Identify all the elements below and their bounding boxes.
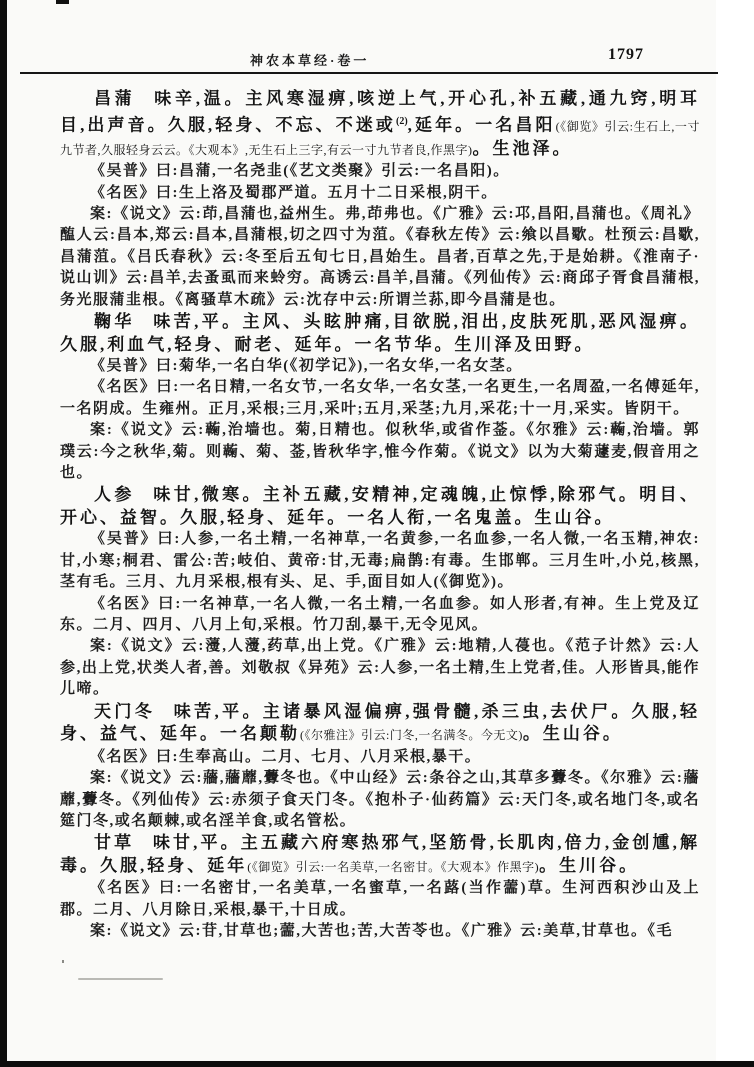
commentary-paragraph: 《名医》曰:一名神草,一名人微,一名土精,一名血参。如人形者,有神。生上党及辽东。二月、四月、八月上旬,采根。竹刀刮,暴干,无令见风。 <box>60 595 700 634</box>
entry-heading-paragraph <box>60 701 700 747</box>
commentary-paragraph: 《吴普》曰:人参,一名土精,一名神草,一名黄参,一名血参,一名人微,一名玉精,神农:甘,小寒;桐君、雷公:苦;岐伯、黄帝:甘,无毒;扁鹊:有毒。生邯郸。三月生叶,小兑,核黑,茎有毛。三月、九月采根,根有头、足、手,面目如人(《御览》)。 <box>60 531 700 591</box>
entry-heading-paragraph <box>60 311 700 356</box>
scan-bottom-edge-bar <box>0 1061 754 1067</box>
text-segment: (2) <box>396 115 408 127</box>
entry-name: 鞠华 <box>94 312 135 331</box>
commentary-paragraph: 《吴普》曰:菊华,一名白华(《初学记》),一名女华,一名女茎。 <box>90 358 523 374</box>
entry-heading-paragraph <box>60 88 700 161</box>
commentary-paragraph: 案:《说文》云:苷,甘草也;蘦,大苦也;苦,大苦苓也。《广雅》云:美草,甘草也。《毛 <box>90 923 673 940</box>
page-number: 1797 <box>608 46 644 63</box>
entry-section-gancao <box>60 832 700 942</box>
scan-speck-artifact <box>62 960 64 963</box>
entry-section-renshen <box>60 484 700 700</box>
entry-section-juhua <box>60 311 700 484</box>
commentary-paragraph: 案:《说文》云:蘠,蘠蘼,虋冬也。《中山经》云:条谷之山,其草多虋冬。《尔雅》云:蘠蘼,虋冬。《列仙传》云:赤须子食天门冬。《抱朴子·仙药篇》云:天门冬,或名地门冬,或名筵门冬,或名颠棘,或名淫羊食,或名管松。 <box>60 770 700 829</box>
commentary-paragraph: 案:《说文》云:薓,人薓,药草,出上党。《广雅》云:地精,人葠也。《范子计然》云:人参,出上党,状类人者,善。刘敬叔《异苑》云:人参,一名土精,生上党者,佳。人形皆具,能作儿啼。 <box>60 638 700 698</box>
entry-section-tianmendong <box>60 701 700 833</box>
page-body <box>60 0 701 940</box>
page-content <box>60 88 700 943</box>
entry-name: 天门冬 <box>94 701 156 721</box>
entry-name: 甘草 <box>94 833 135 853</box>
text-segment: 。生山谷。 <box>522 724 623 744</box>
text-segment: ,延年。一名昌阳 <box>407 115 556 135</box>
entry-section-changpu <box>60 88 700 311</box>
entry-heading-paragraph <box>60 484 700 529</box>
text-segment: 味苦,平。主风、头眩肿痛,目欲脱,泪出,皮肤死肌,恶风湿痹。久服,利血气,轻身、耐老、延年。一名节华。生川泽及田野。 <box>60 312 701 354</box>
commentary-paragraph: 《名医》曰:一名日精,一名女节,一名女华,一名女茎,一名更生,一名周盈,一名傅延年,一名阴成。生雍州。正月,采根;三月,采叶;五月,采茎;九月,采花;十一月,采实。皆阴干。 <box>60 379 700 417</box>
running-title: 神农本草经·卷一 <box>250 53 370 68</box>
scan-left-edge-bar <box>0 0 7 1067</box>
entry-name: 人参 <box>94 485 135 505</box>
text-segment: 味甘,微寒。主补五藏,安精神,定魂魄,止惊悸,除邪气。明目、开心、益智。久服,轻身、延年。一名人衔,一名鬼盖。生山谷。 <box>60 485 701 527</box>
entry-name: 昌蒲 <box>94 89 136 108</box>
scan-smudge-artifact <box>78 978 163 980</box>
commentary-paragraph: 案:《说文》云:蘜,治墙也。菊,日精也。似秋华,或省作菳。《尔雅》云:蘜,治墙。郭璞云:今之秋华,菊。则蘜、菊、菳,皆秋华字,惟今作菊。《说文》以为大菊蘧麦,假音用之也。 <box>60 422 700 482</box>
page-header <box>60 0 700 72</box>
text-segment: 味辛,温。主风寒湿痹,咳逆上气,开心孔,补五藏,通九窍,明耳目,出声音。久服,轻身、不忘、不迷或 <box>60 89 701 135</box>
text-segment: 。生池泽。 <box>472 138 573 158</box>
header-divider-rule <box>20 72 718 74</box>
commentary-paragraph: 《名医》曰:生奉高山。二月、七月、八月采根,暴干。 <box>90 748 482 765</box>
text-segment: 。生川谷。 <box>539 855 640 875</box>
commentary-paragraph: 《吴普》曰:昌蒲,一名尧韭(《艺文类聚》引云:一名昌阳)。 <box>90 163 510 180</box>
text-segment: (《御览》引云:生石上,一寸九节者,久服轻身云云。《大观本》,无生石上三字,有云一寸九节者良,作黑字) <box>60 119 701 157</box>
commentary-paragraph: 案:《说文》云:茚,昌蒲也,益州生。弗,茚弗也。《广雅》云:邛,昌阳,昌蒲也。《周礼》醢人云:昌本,郑云:昌本,昌蒲根,切之四寸为菹。《春秋左传》云:飨以昌歜。杜预云:昌歜,昌蒲菹。《吕氏春秋》云:冬至后五旬七日,昌始生。昌者,百草之先,于是始耕。《淮南子·说山训》云:昌羊,去蚤虱而来蛉穷。高诱云:昌羊,昌蒲。《列仙传》云:商邱子胥食昌蒲根,务光服蒲韭根。《离骚草木疏》云:沈存中云:所谓兰荪,即今昌蒲是也。 <box>60 205 700 308</box>
text-segment: (《尔雅注》引云:门冬,一名满冬。今无文) <box>300 728 523 743</box>
text-segment: 味苦,平。主诸暴风湿偏痹,强骨髓,杀三虫,去伏尸。久服,轻身、益气、延年。一名颠勒 <box>60 701 701 744</box>
text-segment: (《御览》引云:一名美草,一名密甘。《大观本》作黑字) <box>247 859 540 874</box>
commentary-paragraph: 《名医》曰:一名密甘,一名美草,一名蜜草,一名蕗(当作蘦)草。生河西积沙山及上郡。二月、八月除日,采根,暴干,十日成。 <box>60 880 700 918</box>
commentary-paragraph: 《名医》曰:生上洛及蜀郡严道。五月十二日采根,阴干。 <box>90 184 498 201</box>
text-segment: 味甘,平。主五藏六府寒热邪气,坚筋骨,长肌肉,倍力,金创尰,解毒。久服,轻身、延年 <box>60 833 701 875</box>
entry-heading-paragraph <box>60 832 700 878</box>
